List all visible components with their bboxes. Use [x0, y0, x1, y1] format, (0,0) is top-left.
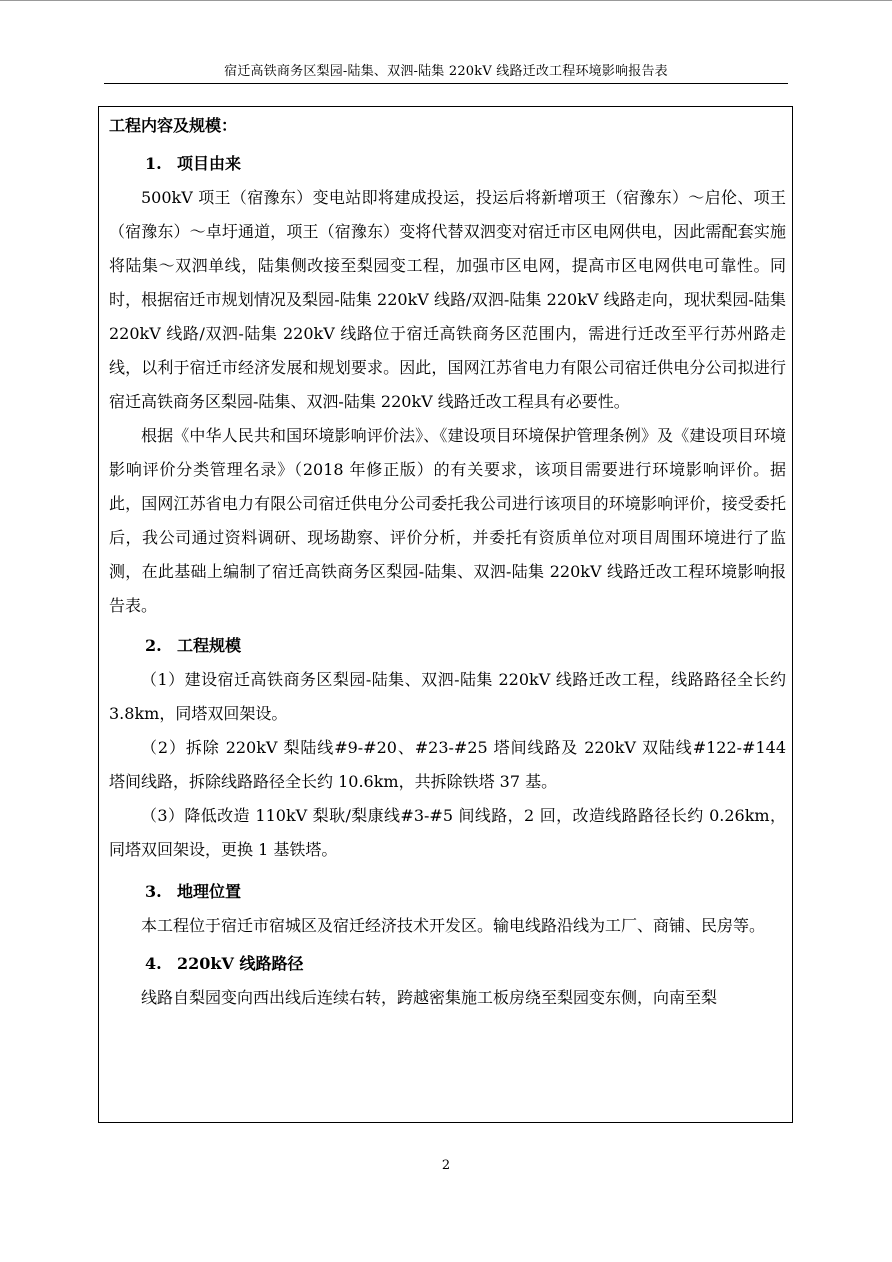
heading-number: 4.: [145, 954, 162, 973]
paragraph-route: 线路自梨园变向西出线后连续右转，跨越密集施工板房绕至梨园变东侧，向南至梨: [141, 988, 718, 1007]
heading-project-origin: [109, 153, 786, 175]
paragraph-location: 本工程位于宿迁市宿城区及宿迁经济技术开发区。输电线路沿线为工厂、商铺、民房等。: [141, 916, 766, 935]
paragraph-scale-3: （3）降低改造 110kV 梨耿/梨康线#3-#5 间线路，2 回，改造线路路径长约 0.26km，同塔双回架设，更换 1 基铁塔。: [109, 806, 786, 859]
heading-text: 220kV 线路路径: [177, 954, 304, 973]
heading-line-route: [109, 953, 786, 975]
heading-number: 2.: [145, 636, 162, 655]
content-body: [109, 115, 786, 1015]
paragraph-scale-2: （2）拆除 220kV 梨陆线#9-#20、#23-#25 塔间线路及 220kV 双陆线#122-#144 塔间线路，拆除线路路径全长约 10.6km，共拆除铁塔 37 基。: [109, 738, 786, 791]
paragraph-origin-2: 根据《中华人民共和国环境影响评价法》、《建设项目环境保护管理条例》及《建设项目环境影响评价分类管理名录》（2018 年修正版）的有关要求，该项目需要进行环境影响评价。据此，国网江苏省电力有限公司宿迁供电分公司委托我公司进行该项目的环境影响评价，接受委托后，我公司通过资料调研、现场勘察、评价分析，并委托有资质单位对项目周围环境进行了监测，在此基础上编制了宿迁高铁商务区梨园-陆集、双泗-陆集 220kV 线路迁改工程环境影响报告表。: [109, 426, 786, 615]
heading-text: 工程规模: [177, 636, 242, 655]
heading-number: 1.: [145, 154, 162, 173]
heading-number: 3.: [145, 882, 162, 901]
running-header: 宿迁高铁商务区梨园-陆集、双泗-陆集 220kV 线路迁改工程环境影响报告表: [224, 64, 668, 79]
heading-project-scale: [109, 635, 786, 657]
heading-text: 项目由来: [177, 154, 242, 173]
page-number: 2: [441, 1158, 451, 1173]
header-rule: [104, 83, 788, 84]
section-title: 工程内容及规模：: [109, 116, 238, 135]
page-top-border: [0, 0, 892, 1]
heading-text: 地理位置: [177, 882, 242, 901]
heading-location: [109, 881, 786, 903]
paragraph-origin-1: 500kV 项王（宿豫东）变电站即将建成投运，投运后将新增项王（宿豫东）～启伦、项王（宿豫东）～卓圩通道，项王（宿豫东）变将代替双泗变对宿迁市区电网供电，因此需配套实施将陆集～双泗单线，陆集侧改接至梨园变工程，加强市区电网，提高市区电网供电可靠性。同时，根据宿迁市规划情况及梨园-陆集 220kV 线路/双泗-陆集 220kV 线路走向，现状梨园-陆集 220kV 线路/双泗-陆集 220kV 线路位于宿迁高铁商务区范围内，需进行迁改至平行苏州路走线，以利于宿迁市经济发展和规划要求。因此，国网江苏省电力有限公司宿迁供电分公司拟进行宿迁高铁商务区梨园-陆集、双泗-陆集 220kV 线路迁改工程具有必要性。: [109, 188, 786, 411]
content-frame: [98, 106, 793, 1123]
paragraph-scale-1: （1）建设宿迁高铁商务区梨园-陆集、双泗-陆集 220kV 线路迁改工程，线路路径全长约 3.8km，同塔双回架设。: [109, 670, 786, 723]
